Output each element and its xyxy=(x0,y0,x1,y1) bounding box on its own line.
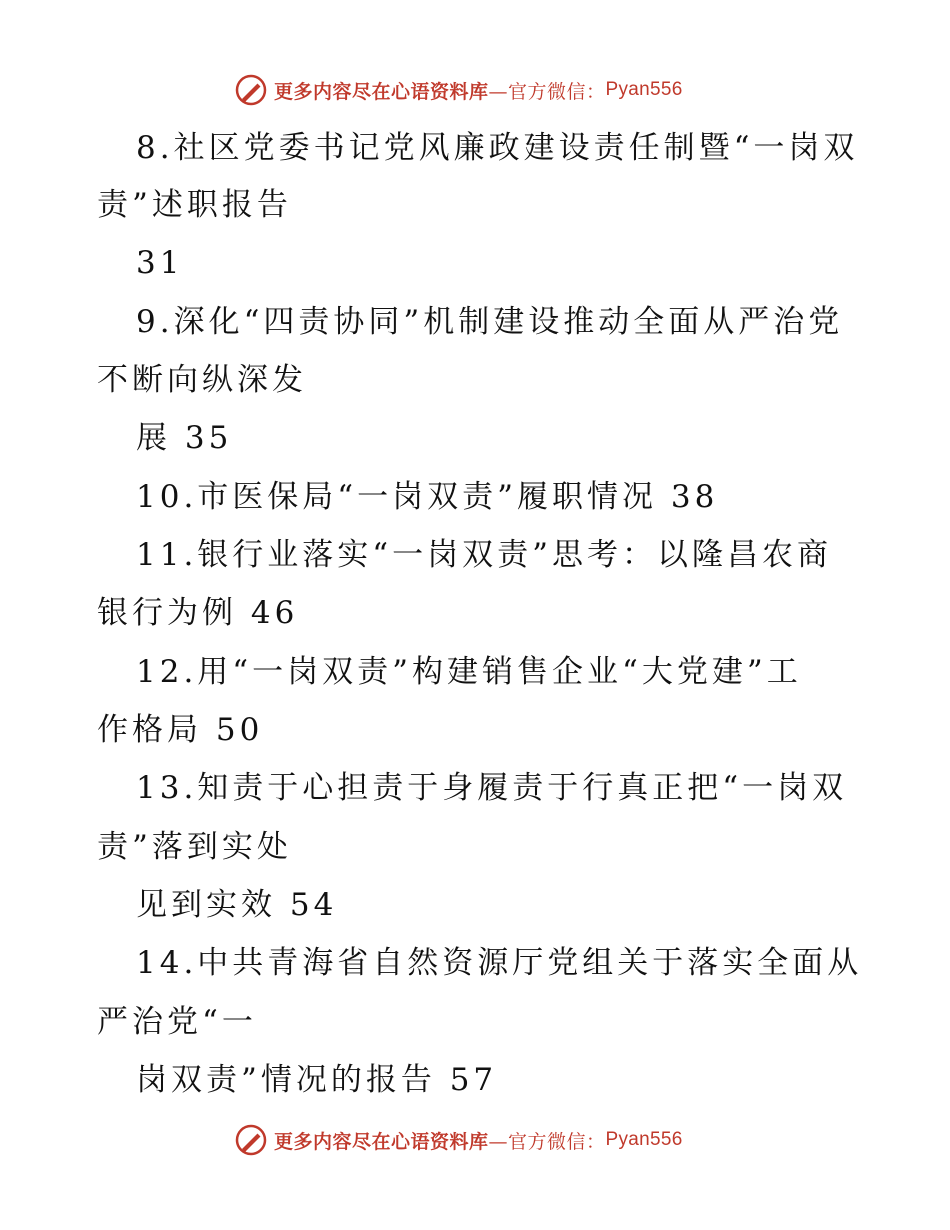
toc-line: 责”述职报告 xyxy=(97,187,292,223)
banner-official-text: —官方微信： xyxy=(488,80,606,103)
quill-logo-icon xyxy=(234,1123,268,1157)
toc-line: 31 xyxy=(136,245,184,281)
toc-line: 10.市医保局“一岗双责”履职情况 38 xyxy=(136,479,719,515)
toc-line: 展 35 xyxy=(136,420,233,456)
footer-banner xyxy=(234,1123,683,1157)
toc-line: 不断向纵深发 xyxy=(97,362,307,398)
banner-site-text: 更多内容尽在心语资料库 xyxy=(274,1130,489,1153)
toc-line: 严治党“一 xyxy=(97,1004,257,1040)
toc-line: 12.用“一岗双责”构建销售企业“大党建”工 xyxy=(136,654,802,690)
banner-official-text: —官方微信： xyxy=(488,1130,606,1153)
banner-site-text: 更多内容尽在心语资料库 xyxy=(274,80,489,103)
toc-line: 8.社区党委书记党风廉政建设责任制暨“一岗双 xyxy=(136,130,859,166)
toc-line: 14.中共青海省自然资源厅党组关于落实全面从 xyxy=(136,945,863,981)
quill-logo-icon xyxy=(234,73,268,107)
banner-wechat-id: Pyan556 xyxy=(605,79,683,100)
toc-line: 13.知责于心担责于身履责于行真正把“一岗双 xyxy=(136,770,848,806)
toc-line: 见到实效 54 xyxy=(136,887,338,923)
toc-line: 11.银行业落实“一岗双责”思考：以隆昌农商 xyxy=(136,537,832,573)
banner-wechat-id: Pyan556 xyxy=(605,1129,683,1150)
header-banner xyxy=(234,73,683,107)
toc-line: 责”落到实处 xyxy=(97,829,292,865)
toc-line: 岗双责”情况的报告 57 xyxy=(136,1062,498,1098)
toc-line: 作格局 50 xyxy=(97,712,264,748)
toc-line: 9.深化“四责协同”机制建设推动全面从严治党 xyxy=(136,304,844,340)
toc-line: 银行为例 46 xyxy=(97,595,299,631)
